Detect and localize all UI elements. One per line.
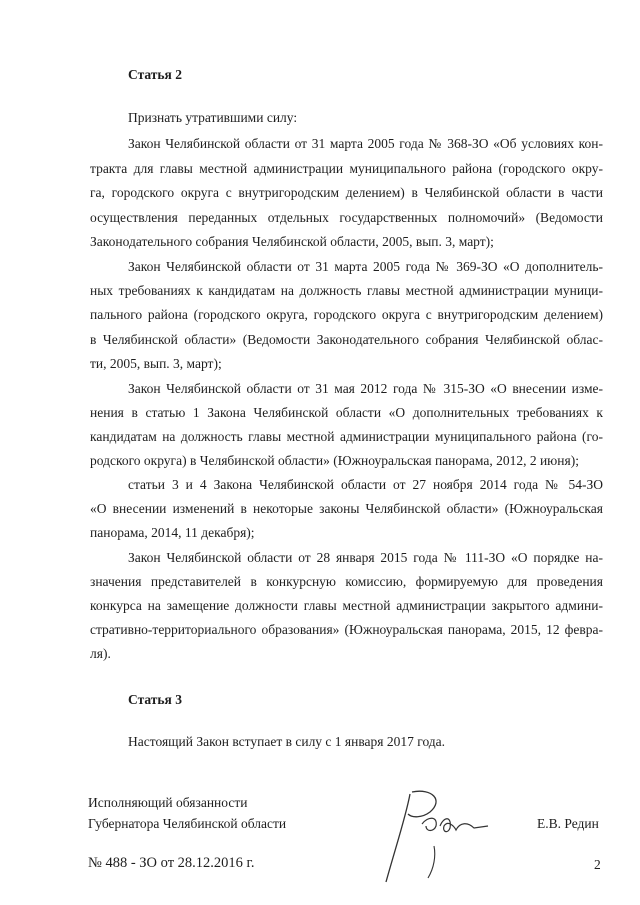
article-2-line: в Челябинской области» (Ведомости Законодательного собрания Челябинской облас- — [90, 332, 603, 347]
handwritten-signature — [382, 786, 502, 886]
article-2-line: пального района (городского округа, городского округа с внутригородским делением) — [90, 307, 603, 322]
signatory-title-line-1: Исполняющий обязанности — [88, 795, 248, 810]
article-2-line: Закон Челябинской области от 31 мая 2012 года № 315-ЗО «О внесении изме- — [128, 381, 603, 396]
article-2-line: нения в статью 1 Закона Челябинской области «О дополнительных требованиях к — [90, 405, 603, 420]
article-2-line: ных требованиях к кандидатам на должность главы местной администрации муници- — [90, 283, 603, 298]
article-2-line: кандидатам на должность главы местной администрации муниципального района (го- — [90, 429, 603, 444]
article-2-line: панорама, 2014, 11 декабря); — [90, 525, 255, 540]
article-2-line: ти, 2005, вып. 3, март); — [90, 356, 222, 371]
article-2-line: Закон Челябинской области от 28 января 2015 года № 111-ЗО «О порядке на- — [128, 550, 603, 565]
law-number: № 488 - ЗО от 28.12.2016 г. — [88, 855, 255, 871]
article-2-line: «О внесении изменений в некоторые законы Челябинской области» (Южноуральская — [90, 501, 603, 516]
article-3-heading: Статья 3 — [128, 692, 182, 707]
article-2-line: конкурса на замещение должности главы местной администрации закрытого админи- — [90, 598, 603, 613]
article-2-line: осуществления переданных отдельных государственных полномочий» (Ведомости — [90, 210, 603, 225]
page-number: 2 — [594, 857, 601, 872]
article-2-line: статьи 3 и 4 Закона Челябинской области от 27 ноября 2014 года № 54-ЗО — [128, 477, 603, 492]
article-2-line: ля). — [90, 646, 111, 661]
article-3-text: Настоящий Закон вступает в силу с 1 января 2017 года. — [128, 734, 446, 749]
article-2-line: га, городского округа с внутригородским делением) в Челябинской области в части — [90, 185, 603, 200]
article-2-line: Закон Челябинской области от 31 марта 2005 года № 368-ЗО «Об условиях кон- — [128, 136, 603, 151]
article-2-line: родского округа) в Челябинской области» (Южноуральская панорама, 2012, 2 июня); — [90, 453, 579, 468]
article-2-line: Признать утратившими силу: — [128, 110, 298, 125]
article-2-line: Законодательного собрания Челябинской области, 2005, вып. 3, март); — [90, 234, 494, 249]
article-2-line: Закон Челябинской области от 31 марта 2005 года № 369-ЗО «О дополнитель- — [128, 259, 603, 274]
article-2-line: стративно-территориального образования» (Южноуральская панорама, 2015, 12 февра- — [90, 622, 603, 637]
signatory-title-line-2: Губернатора Челябинской области — [88, 816, 287, 831]
article-2-line: значения представителей в конкурсную комиссию, формируемую для проведения — [90, 574, 603, 589]
article-2-heading: Статья 2 — [128, 67, 182, 82]
signatory-name: Е.В. Редин — [537, 816, 599, 831]
article-2-line: тракта для главы местной администрации муниципального района (городского окру- — [90, 161, 603, 176]
